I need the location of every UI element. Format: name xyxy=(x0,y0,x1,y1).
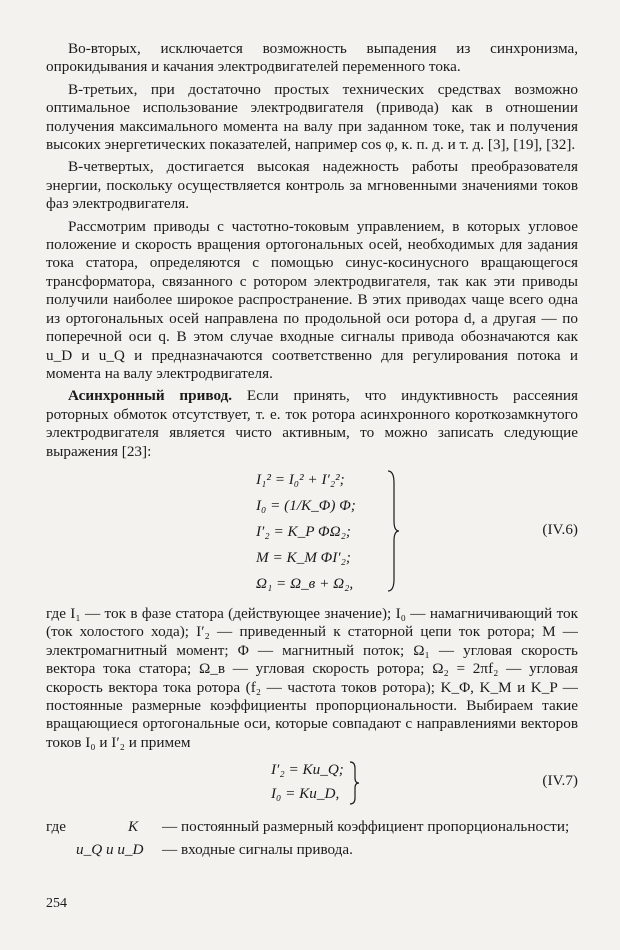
right-brace-icon xyxy=(386,469,400,593)
equation-line: M = K_M ΦI′₂; xyxy=(256,548,351,566)
equation-line: Ω₁ = Ω_в + Ω₂, xyxy=(256,574,354,592)
definition-row xyxy=(46,841,578,859)
equation-iv6-lines xyxy=(256,467,386,597)
definition-text: — постоянный размерный коэффициент пропорциональности; xyxy=(162,818,570,836)
paragraph-3: В-четвертых, достигается высокая надежность работы преобразователя энергии, поскольку осуществляется контроль за мгновенными значениями токов фаз электродвигателя. xyxy=(46,158,578,213)
equation-number: (IV.6) xyxy=(542,520,578,538)
definitions-list xyxy=(46,818,578,859)
equation-line: I₀ = Ku_D, xyxy=(271,785,340,803)
equation-line: I′₂ = K_P ΦΩ₂; xyxy=(256,522,351,540)
definition-text: — входные сигналы привода. xyxy=(162,840,353,858)
equation-line: I₁² = I₀² + I′₂²; xyxy=(256,470,345,488)
section-text: Если принять, что индуктивность рассеяния роторных обмоток отсутствует, т. е. ток ротора асинхронного короткозамкнутого электродвигателя является чисто активным, то можно записать следующие выражения [23]: xyxy=(46,387,579,460)
right-brace-icon xyxy=(348,760,360,806)
equation-line: I₀ = (1/K_Φ) Φ; xyxy=(256,496,356,514)
section-paragraph xyxy=(46,387,578,461)
definition-symbol: u_Q и u_D xyxy=(76,840,144,858)
paragraph-4: Рассмотрим приводы с частотно-токовым управлением, в которых угловое положение и скорость вращения ортогональных осей, необходимых для задания тока статора, определяются с помощью синус-косинусного вращающегося трансформатора, связанного с ротором электродвигателя, так как эти приводы получили наиболее широкое распространение. В этих приводах чаще всего одна из ортогональных осей направлена по продольной оси ротора d, а другая — по поперечной оси q. В этом случае входные сигналы привода обозначаются как u_D и u_Q и предназначаются соответственно для регулирования потока и момента на валу электродвигателя. xyxy=(46,217,578,382)
paragraph-1: Во-вторых, исключается возможность выпадения из синхронизма, опрокидывания и качания электродвигателей переменного тока. xyxy=(46,40,578,76)
equation-iv6 xyxy=(46,467,578,597)
page-text xyxy=(46,40,578,859)
section-heading: Асинхронный привод. xyxy=(68,387,233,405)
where-label: где xyxy=(46,818,66,836)
equation-iv7 xyxy=(46,758,578,808)
page-number: 254 xyxy=(46,896,67,911)
explanation-paragraph: где I₁ — ток в фазе статора (действующее значение); I₀ — намагничивающий ток (ток холостого хода); I′₂ — приведенный к статорной цепи ток ротора; M — электромагнитный момент; Φ — магнитный поток; Ω₁ — угловая скорость вектора тока статора; Ω_в — угловая скорость ротора; Ω₂ = 2πf₂ — угловая скорость вектора тока ротора (f₂ — частота токов ротора); K_Φ, K_M и K_P — постоянные размерные коэффициенты пропорциональности. Выбираем такие вращающиеся ортогональные оси, которые совпадают с направлениями векторов токов I₀ и I′₂ и примем xyxy=(46,604,578,751)
definition-row xyxy=(46,818,578,836)
paragraph-2: В-третьих, при достаточно простых технических средствах возможно оптимальное использование электродвигателя (привода) как в отношении получения максимального момента на валу при заданном токе, так и получения высоких энергетических показателей, например cos φ, к. п. д. и т. д. [3], [19], [32]. xyxy=(46,80,578,154)
definition-symbol: K xyxy=(128,818,139,836)
equation-line: I′₂ = Ku_Q; xyxy=(271,761,344,779)
equation-number: (IV.7) xyxy=(542,772,578,790)
equation-iv7-lines xyxy=(271,758,344,806)
